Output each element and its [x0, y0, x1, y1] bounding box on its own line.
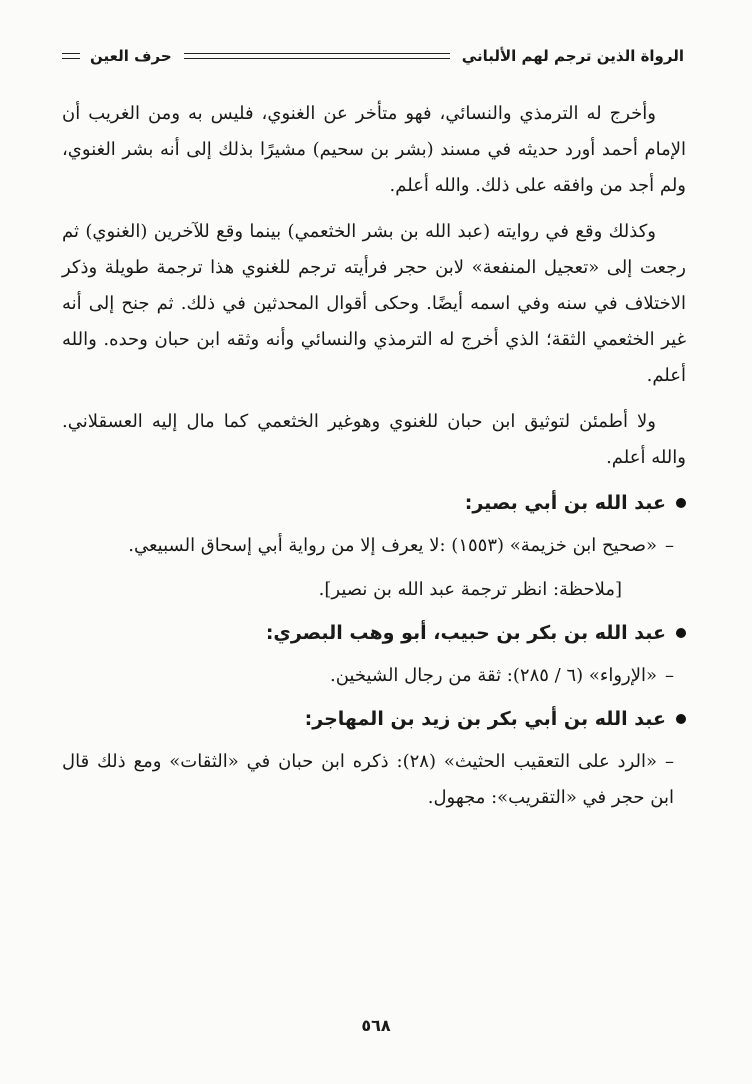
- bullet-icon: [676, 498, 686, 508]
- entry-2: [62, 616, 686, 694]
- entry-name: عبد الله بن بكر بن حبيب، أبو وهب البصري:: [265, 622, 666, 644]
- entry-name: عبد الله بن أبي بصير:: [464, 492, 666, 514]
- book-title: الرواة الذين ترجم لهم الألباني: [461, 47, 684, 65]
- entry-source: [62, 744, 686, 816]
- entry-name: عبد الله بن أبي بكر بن زيد بن المهاجر:: [304, 708, 666, 730]
- dash-icon: –: [665, 665, 674, 686]
- section-title: حرف العين: [90, 47, 172, 65]
- entry-source: [62, 528, 686, 564]
- paragraph-3: ولا أطمئن لتوثيق ابن حبان للغنوي وهوغير الخثعمي كما مال إليه العسقلاني. والله أعلم.: [62, 411, 686, 468]
- entry-source-text: «صحيح ابن خزيمة» (١٥٥٣) :لا يعرف إلا من رواية أبي إسحاق السبيعي.: [128, 535, 657, 556]
- entry-source-text: «الرد على التعقيب الحثيث» (٢٨): ذكره ابن حبان في «الثقات» ومع ذلك قال ابن حجر في «التقريب»: مجهول.: [62, 751, 674, 808]
- page-content: [62, 96, 686, 824]
- entry-source-text: «الإرواء» (٦ / ٢٨٥): ثقة من رجال الشيخين.: [329, 665, 657, 686]
- entry-title: [62, 702, 686, 736]
- bullet-icon: [676, 628, 686, 638]
- entry-title: [62, 486, 686, 520]
- header-dash: [62, 53, 80, 59]
- entry-note: [ملاحظة: انظر ترجمة عبد الله بن نصير].: [318, 579, 622, 600]
- bullet-icon: [676, 714, 686, 724]
- paragraph-2: وكذلك وقع في روايته (عبد الله بن بشر الخثعمي) بينما وقع للآخرين (الغنوي) ثم رجعت إلى «تعجيل المنفعة» لابن حجر فرأيته ترجم للغنوي هذا ترجمة طويلة وذكر الاختلاف في سنه وفي اسمه أيضًا. وحكى أقوال المحدثين في ذلك. ثم جنح إلى أنه غير الخثعمي الثقة؛ الذي أخرج له الترمذي والنسائي وأنه وثقه ابن حبان وحده. والله أعلم.: [62, 221, 686, 386]
- running-header: [62, 38, 684, 74]
- entry-1: [62, 486, 686, 608]
- header-rule: [184, 53, 450, 59]
- entry-source: [62, 658, 686, 694]
- dash-icon: –: [665, 751, 674, 772]
- page-number: ٥٦٨: [361, 1016, 391, 1035]
- dash-icon: –: [665, 535, 674, 556]
- paragraph-1: وأخرج له الترمذي والنسائي، فهو متأخر عن الغنوي، فليس به ومن الغريب أن الإمام أحمد أورد حديثه في مسند (بشر بن سحيم) مشيرًا بذلك إلى أنه بشر الغنوي، ولم أجد من وافقه على ذلك. والله أعلم.: [62, 103, 686, 196]
- entry-title: [62, 616, 686, 650]
- entry-3: [62, 702, 686, 816]
